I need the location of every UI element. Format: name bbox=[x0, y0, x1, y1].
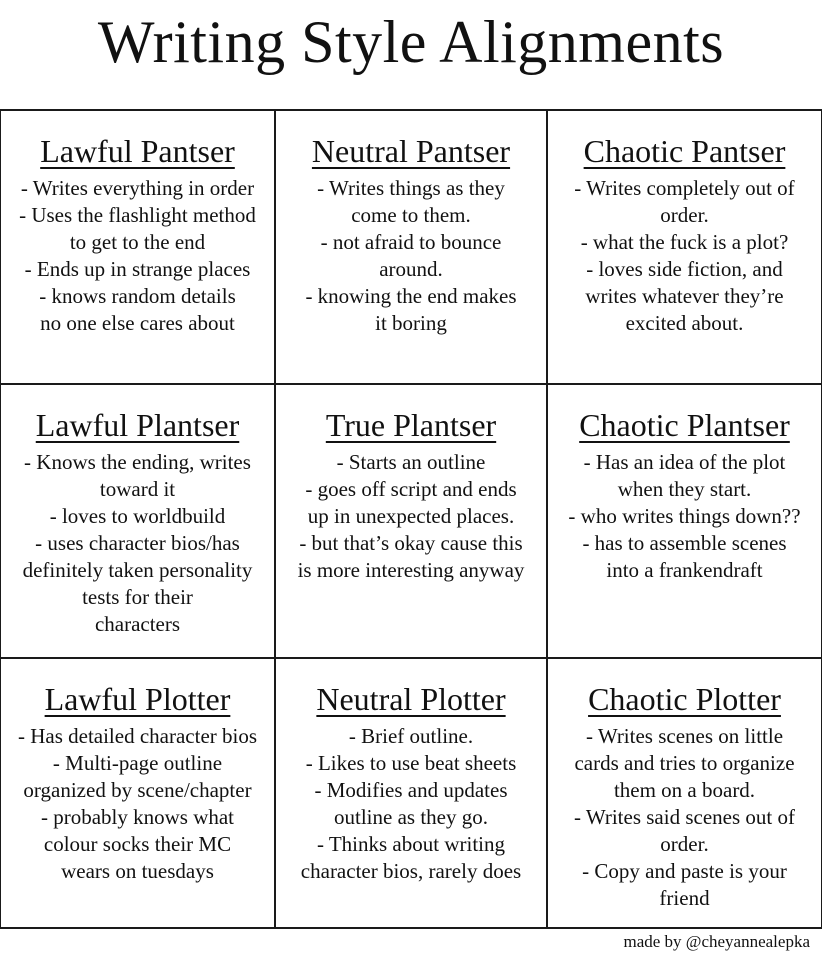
cell-line: order. bbox=[660, 203, 709, 227]
cell-heading: Neutral Pantser bbox=[311, 133, 511, 169]
cell-line: it boring bbox=[375, 311, 447, 335]
cell-lines bbox=[280, 449, 542, 584]
cell-lines bbox=[5, 175, 270, 337]
cell-line: - Writes completely out of bbox=[574, 176, 795, 200]
cell-line: - who writes things down?? bbox=[568, 504, 801, 528]
cell-lines bbox=[280, 175, 542, 337]
cell-line: up in unexpected places. bbox=[307, 504, 515, 528]
cell-line: - what the fuck is a plot? bbox=[580, 230, 789, 254]
cell-chaotic-pantser bbox=[546, 109, 822, 385]
cell-line: - loves side fiction, and bbox=[586, 257, 783, 281]
cell-lawful-plantser bbox=[0, 383, 276, 659]
cell-heading: Lawful Plotter bbox=[44, 681, 231, 717]
cell-line: - Writes things as they bbox=[317, 176, 505, 200]
cell-lines bbox=[552, 449, 817, 584]
cell-line: writes whatever they’re bbox=[585, 284, 784, 308]
cell-line: tests for their bbox=[82, 585, 193, 609]
cell-line: - goes off script and ends bbox=[305, 477, 517, 501]
cell-line: into a frankendraft bbox=[606, 558, 763, 582]
cell-line: - Has detailed character bios bbox=[17, 724, 258, 748]
cell-lawful-pantser bbox=[0, 109, 276, 385]
cell-line: - Knows the ending, writes bbox=[24, 450, 251, 474]
cell-line: when they start. bbox=[617, 477, 752, 501]
cell-line: - uses character bios/has bbox=[35, 531, 240, 555]
cell-line: - Starts an outline bbox=[336, 450, 486, 474]
cell-true-plantser bbox=[274, 383, 548, 659]
alignment-grid bbox=[0, 110, 822, 928]
cell-line: organized by scene/chapter bbox=[23, 778, 252, 802]
cell-heading: Lawful Pantser bbox=[40, 133, 235, 169]
cell-line: - Writes said scenes out of bbox=[574, 805, 795, 829]
cell-line: them on a board. bbox=[613, 778, 756, 802]
cell-line: - knows random details bbox=[39, 284, 236, 308]
cell-line: - Uses the flashlight method bbox=[19, 203, 256, 227]
cell-line: excited about. bbox=[625, 311, 744, 335]
cell-line: - Has an idea of the plot bbox=[583, 450, 786, 474]
cell-lawful-plotter bbox=[0, 657, 276, 929]
cell-line: - has to assemble scenes bbox=[582, 531, 787, 555]
cell-heading: Chaotic Pantser bbox=[583, 133, 786, 169]
cell-heading: Lawful Plantser bbox=[35, 407, 240, 443]
cell-line: outline as they go. bbox=[334, 805, 488, 829]
cell-line: - Writes scenes on little bbox=[585, 724, 784, 748]
cell-line: no one else cares about bbox=[40, 311, 235, 335]
page-title: Writing Style Alignments bbox=[97, 9, 725, 75]
cell-line: - Likes to use beat sheets bbox=[305, 751, 517, 775]
cell-line: - probably knows what bbox=[40, 805, 235, 829]
cell-line: wears on tuesdays bbox=[61, 859, 214, 883]
cell-line: cards and tries to organize bbox=[574, 751, 795, 775]
cell-line: - Modifies and updates bbox=[314, 778, 508, 802]
cell-line: - Writes everything in order bbox=[20, 176, 255, 200]
cell-heading: Neutral Plotter bbox=[316, 681, 506, 717]
cell-line: come to them. bbox=[351, 203, 471, 227]
cell-line: - but that’s okay cause this bbox=[299, 531, 523, 555]
cell-line: - Multi-page outline bbox=[52, 751, 223, 775]
cell-lines bbox=[5, 723, 270, 885]
credit-text: made by @cheyannealepka bbox=[623, 932, 810, 951]
cell-line: - Copy and paste is your bbox=[582, 859, 787, 883]
cell-lines bbox=[552, 723, 817, 912]
cell-heading: Chaotic Plantser bbox=[579, 407, 790, 443]
cell-line: colour socks their MC bbox=[43, 832, 232, 856]
cell-heading: True Plantser bbox=[325, 407, 497, 443]
cell-lines bbox=[5, 449, 270, 638]
cell-neutral-plotter bbox=[274, 657, 548, 929]
cell-heading: Chaotic Plotter bbox=[588, 681, 781, 717]
cell-line: - Thinks about writing bbox=[316, 832, 505, 856]
cell-line: friend bbox=[659, 886, 710, 910]
cell-line: toward it bbox=[99, 477, 176, 501]
cell-lines bbox=[280, 723, 542, 885]
cell-line: - knowing the end makes bbox=[305, 284, 517, 308]
cell-neutral-pantser bbox=[274, 109, 548, 385]
cell-line: - loves to worldbuild bbox=[49, 504, 226, 528]
cell-line: characters bbox=[94, 612, 181, 636]
cell-line: definitely taken personality bbox=[22, 558, 253, 582]
cell-line: is more interesting anyway bbox=[297, 558, 525, 582]
cell-line: character bios, rarely does bbox=[300, 859, 522, 883]
cell-line: order. bbox=[660, 832, 709, 856]
cell-lines bbox=[552, 175, 817, 337]
cell-line: around. bbox=[379, 257, 443, 281]
cell-line: - Ends up in strange places bbox=[24, 257, 251, 281]
cell-chaotic-plotter bbox=[546, 657, 822, 929]
cell-chaotic-plantser bbox=[546, 383, 822, 659]
cell-line: to get to the end bbox=[69, 230, 206, 254]
cell-line: - not afraid to bounce bbox=[320, 230, 502, 254]
cell-line: - Brief outline. bbox=[348, 724, 474, 748]
